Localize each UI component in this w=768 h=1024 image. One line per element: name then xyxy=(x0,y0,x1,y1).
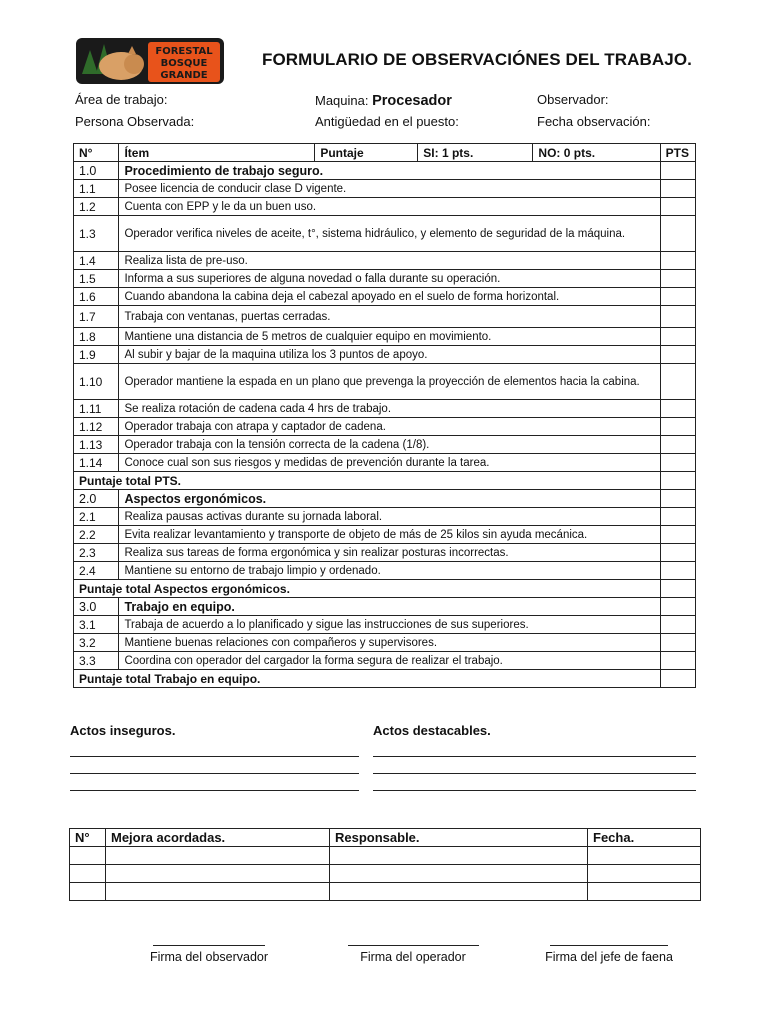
item-number: 3.2 xyxy=(74,634,119,652)
item-text: Conoce cual son sus riesgos y medidas de prevención durante la tarea. xyxy=(119,454,660,472)
pts-cell[interactable] xyxy=(660,400,695,418)
mejoras-cell[interactable] xyxy=(106,847,330,865)
item-number: 1.2 xyxy=(74,198,119,216)
item-text: Trabaja de acuerdo a lo planificado y sigue las instrucciones de sus superiores. xyxy=(119,616,660,634)
mejoras-row[interactable] xyxy=(70,865,701,883)
item-text: Cuando abandona la cabina deja el cabezal apoyado en el suelo de forma horizontal. xyxy=(119,288,660,306)
table-row xyxy=(74,180,696,198)
pts-cell[interactable] xyxy=(660,616,695,634)
pts-cell[interactable] xyxy=(660,252,695,270)
total-label: Puntaje total Aspectos ergonómicos. xyxy=(74,580,661,598)
pts-cell[interactable] xyxy=(660,346,695,364)
pts-cell[interactable] xyxy=(660,270,695,288)
item-number: 1.5 xyxy=(74,270,119,288)
item-text: Trabaja con ventanas, puertas cerradas. xyxy=(119,306,660,328)
mejoras-cell[interactable] xyxy=(330,847,588,865)
pts-cell[interactable] xyxy=(660,288,695,306)
fecha-obs-label: Fecha observación: xyxy=(537,114,651,129)
firma-operador-label: Firma del operador xyxy=(360,950,466,964)
form-title: FORMULARIO DE OBSERVACIÓNES DEL TRABAJO. xyxy=(262,50,692,69)
pts-cell[interactable] xyxy=(660,634,695,652)
item-number: 1.0 xyxy=(74,162,119,180)
actos-inseguros-line-1[interactable] xyxy=(70,756,359,757)
table-row xyxy=(74,436,696,454)
actos-destacables-line-3[interactable] xyxy=(373,790,696,791)
table-row xyxy=(74,508,696,526)
company-logo xyxy=(76,36,226,86)
item-text: Realiza pausas activas durante su jornada laboral. xyxy=(119,508,660,526)
mejoras-cell[interactable] xyxy=(330,883,588,901)
item-number: 1.1 xyxy=(74,180,119,198)
item-number: 1.10 xyxy=(74,364,119,400)
col-num-header: N° xyxy=(74,144,119,162)
section-row xyxy=(74,598,696,616)
item-text: Mantiene buenas relaciones con compañeros y supervisores. xyxy=(119,634,660,652)
logo-text-2: BOSQUE xyxy=(160,58,208,69)
actos-destacables-line-2[interactable] xyxy=(373,773,696,774)
logo-text-1: FORESTAL xyxy=(155,46,213,57)
col-pts-header: PTS xyxy=(660,144,695,162)
pts-cell[interactable] xyxy=(660,198,695,216)
firma-jefe-line[interactable] xyxy=(550,945,668,946)
total-row xyxy=(74,580,696,598)
mejoras-cell[interactable] xyxy=(70,865,106,883)
item-number: 1.3 xyxy=(74,216,119,252)
item-text: Operador mantiene la espada en un plano que prevenga la proyección de elementos hacia la cabina. xyxy=(119,364,660,400)
item-text: Cuenta con EPP y le da un buen uso. xyxy=(119,198,660,216)
checklist-table xyxy=(73,143,696,688)
col-item-header: Ítem xyxy=(119,144,315,162)
mejoras-cell[interactable] xyxy=(106,883,330,901)
total-row xyxy=(74,472,696,490)
section-row xyxy=(74,490,696,508)
item-number: 1.11 xyxy=(74,400,119,418)
item-text: Mantiene una distancia de 5 metros de cualquier equipo en movimiento. xyxy=(119,328,660,346)
item-number: 2.0 xyxy=(74,490,119,508)
mejoras-cell[interactable] xyxy=(588,847,701,865)
item-text: Informa a sus superiores de alguna novedad o falla durante su operación. xyxy=(119,270,660,288)
item-number: 1.13 xyxy=(74,436,119,454)
maquina-label: Maquina: xyxy=(315,93,369,108)
item-text: Operador verifica niveles de aceite, t°, sistema hidráulico, y elemento de seguridad de la máquina. xyxy=(119,216,660,252)
mejoras-header: Mejora acordadas. xyxy=(106,829,330,847)
item-number: 1.7 xyxy=(74,306,119,328)
table-row xyxy=(74,418,696,436)
item-text: Mantiene su entorno de trabajo limpio y ordenado. xyxy=(119,562,660,580)
item-text: Coordina con operador del cargador la forma segura de realizar el trabajo. xyxy=(119,652,660,670)
item-text: Posee licencia de conducir clase D vigente. xyxy=(119,180,660,198)
firma-jefe-label: Firma del jefe de faena xyxy=(545,950,673,964)
total-row xyxy=(74,670,696,688)
item-number: 1.9 xyxy=(74,346,119,364)
total-pts-cell[interactable] xyxy=(660,580,695,598)
firma-operador-line[interactable] xyxy=(348,945,479,946)
antiguedad-label: Antigüedad en el puesto: xyxy=(315,114,459,129)
pts-cell[interactable] xyxy=(660,180,695,198)
table-row xyxy=(74,616,696,634)
observador-label: Observador: xyxy=(537,92,609,107)
table-row xyxy=(74,216,696,252)
actos-destacables-line-1[interactable] xyxy=(373,756,696,757)
item-text: Operador trabaja con atrapa y captador de cadena. xyxy=(119,418,660,436)
col-puntaje-header: Puntaje xyxy=(315,144,418,162)
pts-cell[interactable] xyxy=(660,598,695,616)
firma-observador-line[interactable] xyxy=(153,945,265,946)
mejoras-cell[interactable] xyxy=(106,865,330,883)
actos-inseguros-line-3[interactable] xyxy=(70,790,359,791)
fecha-header: Fecha. xyxy=(588,829,701,847)
pts-cell[interactable] xyxy=(660,490,695,508)
pts-cell[interactable] xyxy=(660,508,695,526)
col-no-header: NO: 0 pts. xyxy=(533,144,660,162)
actos-destacables-label: Actos destacables. xyxy=(373,723,491,738)
item-number: 1.8 xyxy=(74,328,119,346)
table-row xyxy=(74,306,696,328)
section-title: Procedimiento de trabajo seguro. xyxy=(119,162,660,180)
item-number: 1.6 xyxy=(74,288,119,306)
mejoras-cell[interactable] xyxy=(70,847,106,865)
mejoras-cell[interactable] xyxy=(330,865,588,883)
maquina-field xyxy=(315,93,452,109)
pts-cell[interactable] xyxy=(660,216,695,252)
maquina-value: Procesador xyxy=(372,93,452,109)
pts-cell[interactable] xyxy=(660,526,695,544)
table-row xyxy=(74,400,696,418)
actos-inseguros-label: Actos inseguros. xyxy=(70,723,176,738)
firma-observador-label: Firma del observador xyxy=(149,950,269,964)
section-row xyxy=(74,162,696,180)
table-row xyxy=(74,526,696,544)
section-title: Aspectos ergonómicos. xyxy=(119,490,660,508)
table-row xyxy=(74,634,696,652)
table-row xyxy=(74,562,696,580)
item-number: 1.4 xyxy=(74,252,119,270)
table-row xyxy=(74,198,696,216)
mejoras-cell[interactable] xyxy=(588,865,701,883)
pts-cell[interactable] xyxy=(660,306,695,328)
table-row xyxy=(74,346,696,364)
table-header-row xyxy=(74,144,696,162)
table-row xyxy=(74,328,696,346)
table-row xyxy=(74,454,696,472)
pts-cell[interactable] xyxy=(660,436,695,454)
total-pts-cell[interactable] xyxy=(660,472,695,490)
mejoras-cell[interactable] xyxy=(588,883,701,901)
col-si-header: SI: 1 pts. xyxy=(418,144,533,162)
table-row xyxy=(74,288,696,306)
item-number: 2.2 xyxy=(74,526,119,544)
persona-label: Persona Observada: xyxy=(75,114,195,129)
pts-cell[interactable] xyxy=(660,544,695,562)
item-number: 3.3 xyxy=(74,652,119,670)
table-row xyxy=(74,364,696,400)
pts-cell[interactable] xyxy=(660,454,695,472)
area-label: Área de trabajo: xyxy=(75,92,168,107)
item-text: Realiza lista de pre-uso. xyxy=(119,252,660,270)
actos-inseguros-line-2[interactable] xyxy=(70,773,359,774)
total-label: Puntaje total Trabajo en equipo. xyxy=(74,670,661,688)
mejoras-table xyxy=(69,828,701,901)
item-number: 3.1 xyxy=(74,616,119,634)
responsable-header: Responsable. xyxy=(330,829,588,847)
pts-cell[interactable] xyxy=(660,652,695,670)
mejoras-cell[interactable] xyxy=(70,883,106,901)
mejoras-row[interactable] xyxy=(70,883,701,901)
section-title: Trabajo en equipo. xyxy=(119,598,660,616)
table-row xyxy=(74,270,696,288)
item-text: Al subir y bajar de la maquina utiliza los 3 puntos de apoyo. xyxy=(119,346,660,364)
item-text: Operador trabaja con la tensión correcta de la cadena (1/8). xyxy=(119,436,660,454)
pts-cell[interactable] xyxy=(660,562,695,580)
pts-cell[interactable] xyxy=(660,418,695,436)
table-row xyxy=(74,652,696,670)
total-pts-cell[interactable] xyxy=(660,670,695,688)
pts-cell[interactable] xyxy=(660,364,695,400)
item-number: 2.4 xyxy=(74,562,119,580)
item-text: Evita realizar levantamiento y transporte de objeto de más de 25 kilos sin ayuda mecánica. xyxy=(119,526,660,544)
item-number: 1.12 xyxy=(74,418,119,436)
item-text: Realiza sus tareas de forma ergonómica y sin realizar posturas incorrectas. xyxy=(119,544,660,562)
pts-cell[interactable] xyxy=(660,162,695,180)
table-row xyxy=(74,544,696,562)
pts-cell[interactable] xyxy=(660,328,695,346)
item-number: 3.0 xyxy=(74,598,119,616)
mejoras-num-header: N° xyxy=(70,829,106,847)
item-number: 2.3 xyxy=(74,544,119,562)
total-label: Puntaje total PTS. xyxy=(74,472,661,490)
logo-text-3: GRANDE xyxy=(160,70,208,81)
item-number: 2.1 xyxy=(74,508,119,526)
mejoras-header-row xyxy=(70,829,701,847)
mejoras-row[interactable] xyxy=(70,847,701,865)
item-number: 1.14 xyxy=(74,454,119,472)
item-text: Se realiza rotación de cadena cada 4 hrs de trabajo. xyxy=(119,400,660,418)
table-row xyxy=(74,252,696,270)
